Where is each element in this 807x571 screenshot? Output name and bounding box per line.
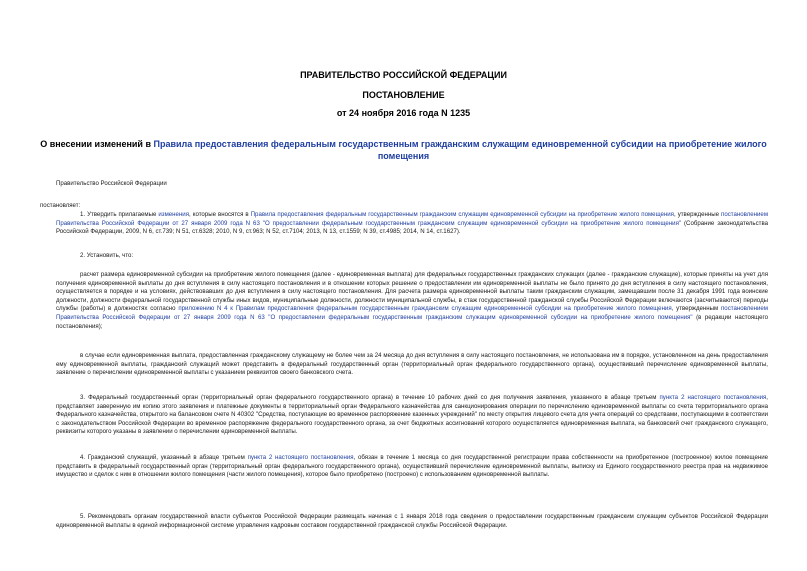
item-1-text: 1. Утвердить прилагаемые (80, 211, 159, 218)
resolution-63-link-2[interactable]: постановлением Правительства Российской Федерации от 27 января 2009 года N 63 "О предоставлении федеральным государственным гражданским служащим единовременной субсидии на приобретение жилого помещения" (56, 305, 768, 321)
item-2-text: , утвержденным (671, 305, 721, 313)
item-5-paragraph: 5. Рекомендовать органам государственной власти субъектов Российской Федерации размещать начиная с 1 января 2018 года сведения о предоставлении государственным гражданским служащим субъектов Российской Федерации единовременной выплаты в единой информационной системе управления кадровым составом государственной гражданской службы Российской Федерации. (56, 513, 768, 529)
item-3-paragraph (56, 394, 768, 437)
item-3-text: 3. Федеральный государственный орган (территориальный орган федерального государственного органа) в течение 10 рабочих дней со дня получения заявления, указанного в абзаце третьем (80, 394, 660, 401)
issuing-authority: ПРАВИТЕЛЬСТВО РОССИЙСКОЙ ФЕДЕРАЦИИ (300, 70, 507, 80)
item-4-paragraph (56, 454, 768, 480)
item-3-text: , представляет заверенную им копию этого заявления и платежные документы в территориальный орган Федерального казначейства для санкционирования операции по перечислению единовременной выплаты со счета территориального органа Федерального казначейства, открытого на балансовом счете N 40302 "Средства, поступающие во временное распоряжение казенных учреждений" по месту открытия лицевого счета для учета операций со средствами, поступающими в соответствии с законодательством Российской Федерации во временное распоряжение федерального государственного органа, за счет бюджетных ассигнований которого осуществляется единовременная выплата, на банковский счет гражданского служащего, реквизиты которого указаны в заявлении о перечислении единовременной выплаты. (56, 394, 768, 436)
decides-line: постановляет: (40, 202, 81, 209)
item-2-paragraph-1 (56, 271, 768, 331)
item-1-paragraph (56, 211, 768, 237)
item-2-text: (в редакции настоящего постановления); (56, 313, 768, 330)
changes-link[interactable]: изменения (158, 211, 189, 218)
government-line: Правительство Российской Федерации (56, 180, 167, 187)
item-2-text: расчет размера единовременной субсидии на приобретение жилого помещения (далее - единовременная выплата) для федеральных государственных гражданских служащих (далее - гражданские служащие), которые приняты на учет для получения единовременной выплаты до дня вступления в силу настоящего постановления и в отношении которых решение о предоставлении им единовременной выплаты не было принято до дня вступления в силу настоящего постановления, осуществляется в порядке и на условиях, действовавших до дня вступления в силу настоящего постановления. Для расчета размера единовременной выплаты таким гражданским служащим, замещавшим после 31 декабря 1991 года воинские должности, должности федеральной государственной службы иных видов, муниципальные должности, должности муниципальной службы, в стаж государственной гражданской службы Российской Федерации включаются (засчитываются) периоды службы (работы) в должностях согласно (56, 271, 768, 313)
document-title (40, 138, 767, 162)
item-2-paragraph-2: в случае если единовременная выплата, предоставленная гражданскому служащему не более чем за 24 месяца до дня вступления в силу настоящего постановления, не использована им в порядке, установленном на день предоставления ему единовременной выплаты, гражданский служащий может представить в федеральный государственный орган (территориальный орган федерального государственного органа), осуществивший перечисление единовременной выплаты, заявление о перечислении единовременной выплаты с указанием реквизитов своего банковского счета. (56, 352, 768, 377)
title-prefix: О внесении изменений в (40, 139, 154, 149)
item-2-reference-link-2[interactable]: пункта 2 настоящего постановления (247, 454, 354, 461)
document-type: ПОСТАНОВЛЕНИЕ (362, 90, 445, 100)
item-1-text: , которые вносятся в (189, 211, 251, 218)
item-2-reference-link[interactable]: пункта 2 настоящего постановления (659, 394, 767, 401)
item-4-text: , обязан в течение 1 месяца со дня государственной регистрации права собственности на приобретенное (построенное) жилое помещение представить в федеральный государственный орган (территориальный орган федерального государственного органа), осуществивший перечисление единовременной выплаты, выписку из Единого государственного реестра прав на недвижимое имущество и сделок с ним в отношении жилого помещения (части жилого помещения), которое было приобретено (построено) с использованием единовременной выплаты. (56, 454, 769, 479)
title-rules-link[interactable]: Правила предоставления федеральным государственным гражданским служащим единовременной субсидии на приобретение жилого помещения (153, 139, 767, 161)
item-2-heading: 2. Установить, что: (80, 252, 134, 259)
appendix-4-link[interactable]: приложению N 4 к Правилам предоставления федеральным государственным гражданским служащим единовременной субсидии на приобретение жилого помещения (178, 305, 672, 313)
document-date-number: от 24 ноября 2016 года N 1235 (336, 108, 471, 118)
rules-link[interactable]: Правила предоставления федеральным государственным гражданским служащим единовременной субсидии на приобретение жилого помещения (250, 211, 674, 218)
item-1-text: (Собрание законодательства Российской Федерации, 2009, N 6, ст.739; N 51, ст.6328; 2010, N 9, ст.963; N 52, ст.7104; 2013, N 13, ст.1559; N 39, ст.4985; 2014, N 14, ст.1627). (56, 219, 769, 236)
item-4-text: 4. Гражданский служащий, указанный в абзаце третьем (80, 454, 248, 461)
item-1-text: , утвержденные (673, 211, 722, 218)
resolution-63-link[interactable]: постановлением Правительства Российской Федерации от 27 января 2009 года N 63 "О предоставлении федеральным государственным гражданским служащим единовременной субсидии на приобретение жилого помещения" (56, 211, 769, 227)
